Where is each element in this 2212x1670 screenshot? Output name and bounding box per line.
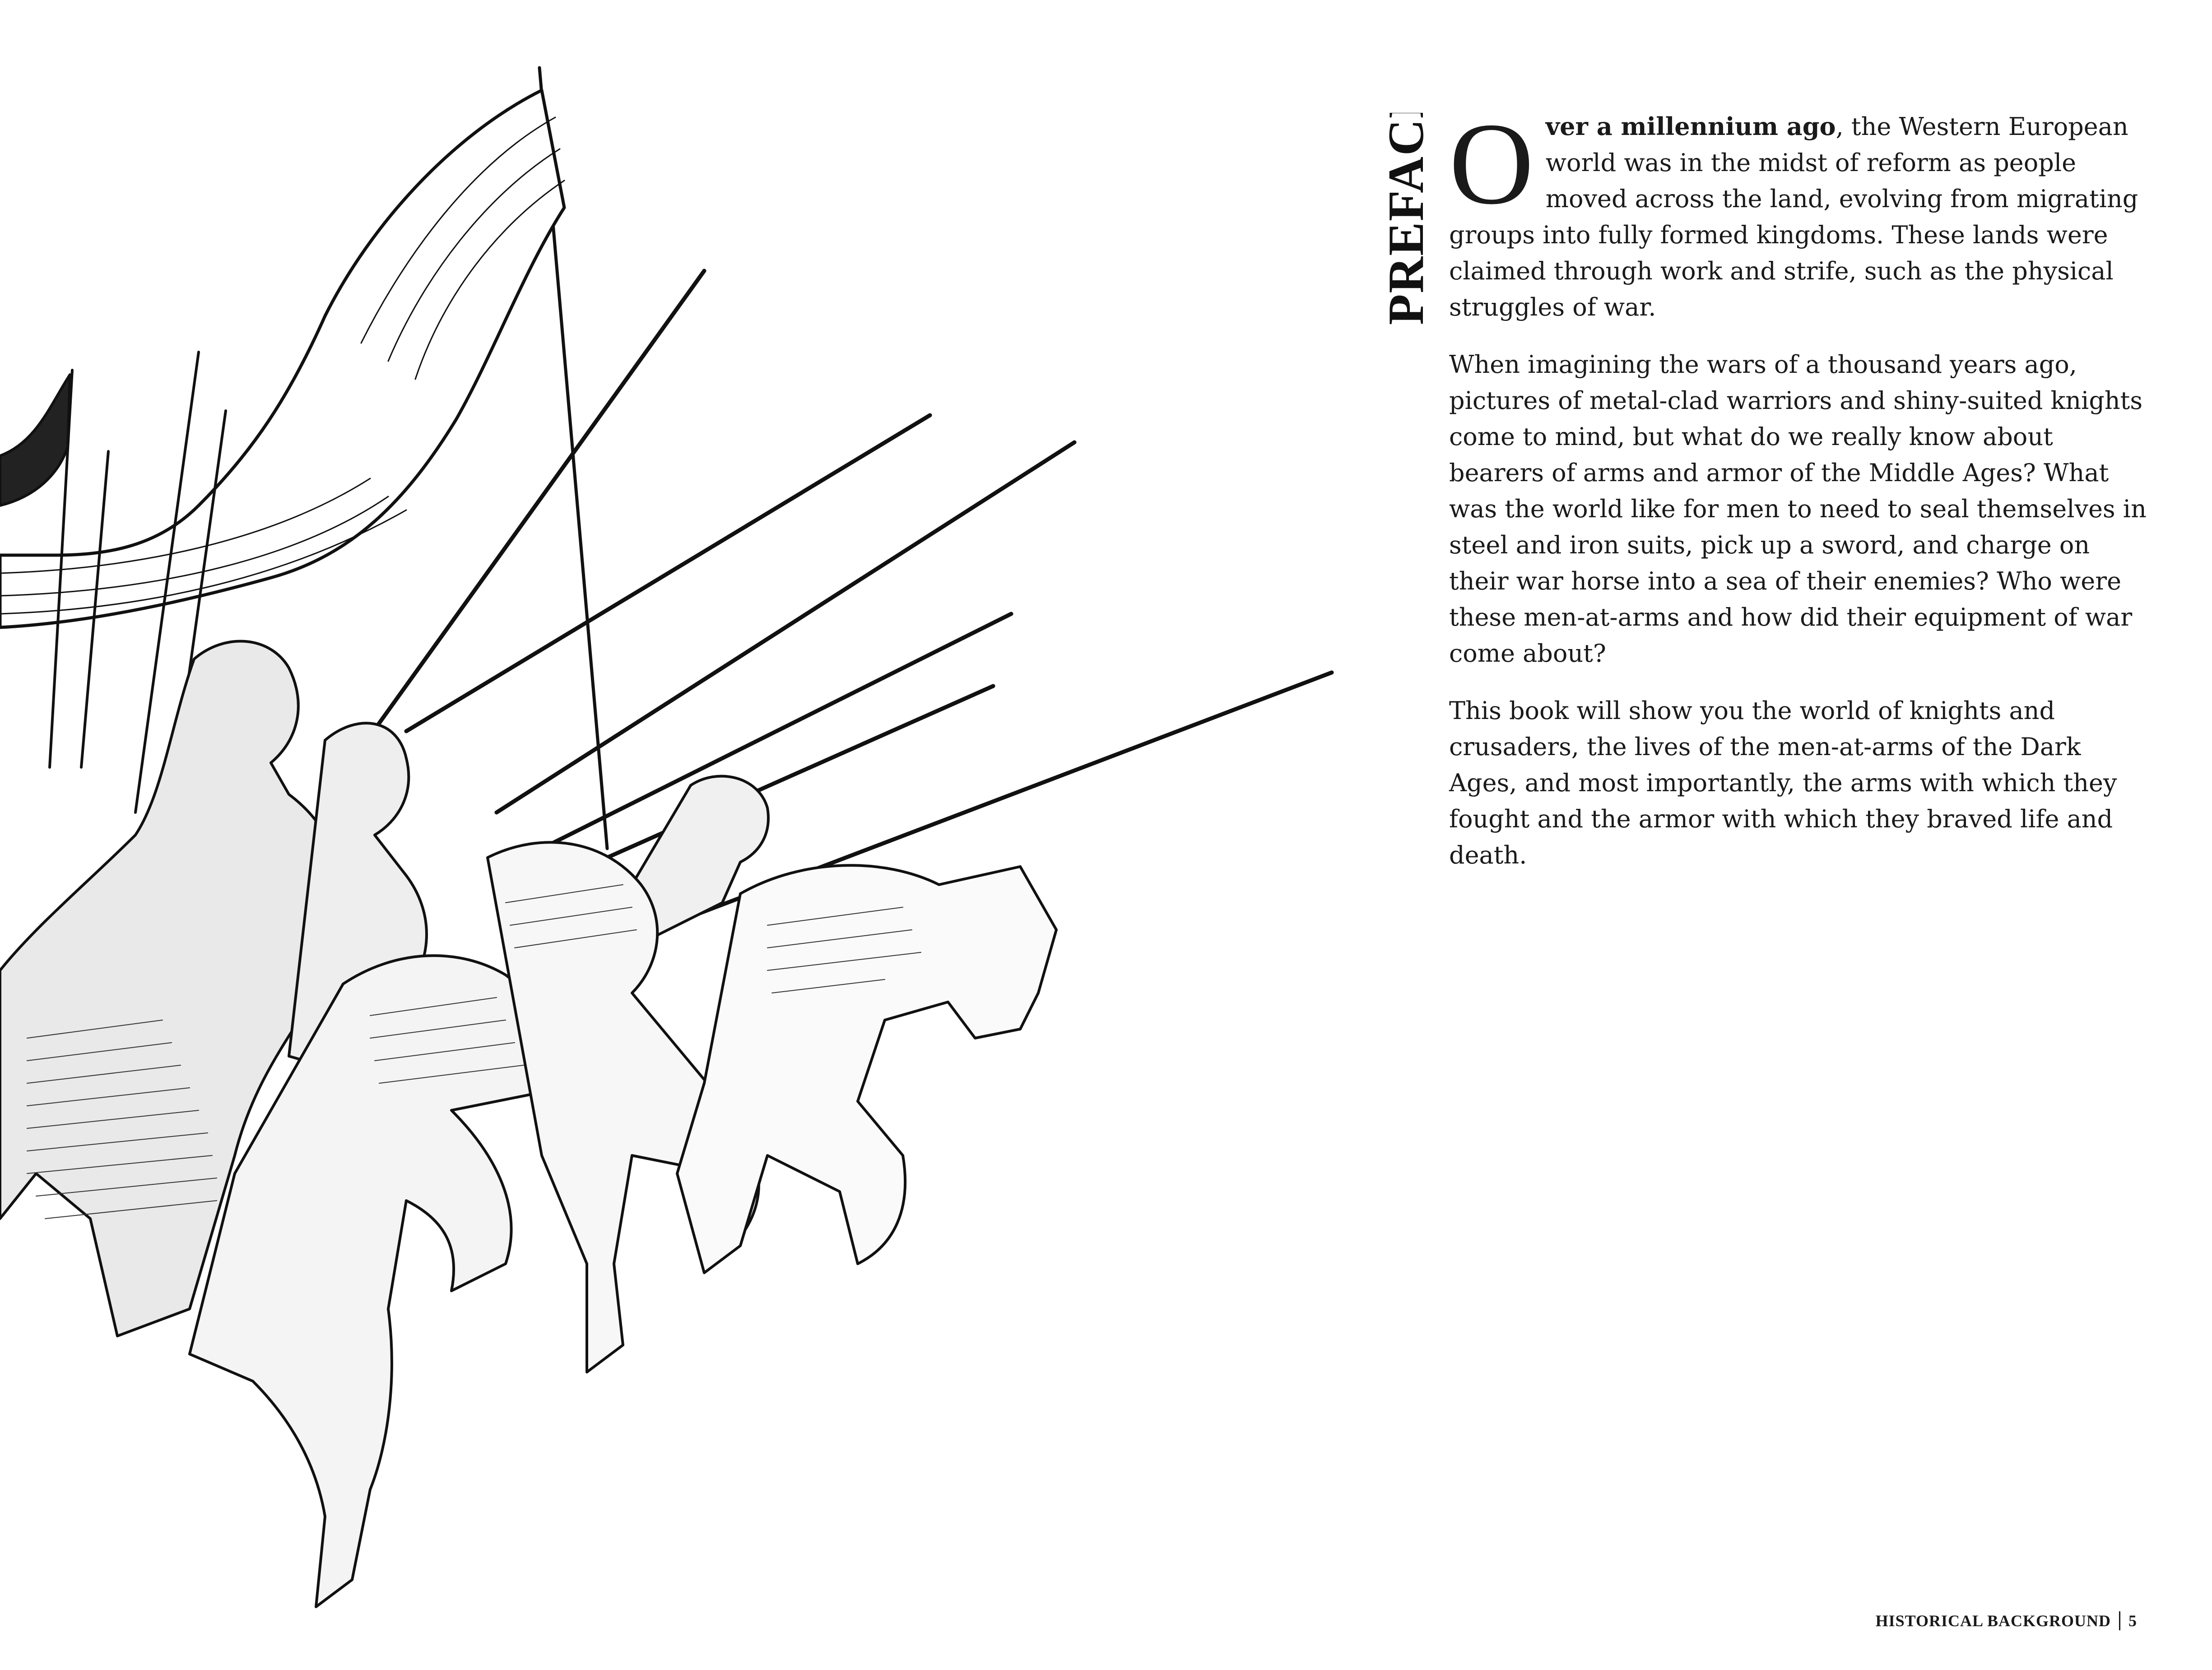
lead-in: ver a millennium ago: [1545, 112, 1836, 141]
running-footer: [1876, 1611, 2137, 1630]
banner: [0, 68, 607, 849]
drop-cap: O: [1449, 99, 1534, 229]
page-number: 5: [2128, 1612, 2137, 1630]
footer-section: HISTORICAL BACKGROUND: [1875, 1612, 2111, 1630]
footer-divider: [2119, 1611, 2120, 1630]
preface-body: [1449, 99, 2153, 895]
section-title-text: PREFACE: [1378, 113, 1434, 325]
paragraph-1: [1449, 99, 2153, 325]
paragraph-1-text: , the Western European world was in the midst of reform as people moved across the land, evolving from migrating groups into fully formed kingdoms. These lands were claimed through work and strife, such as the physical struggles of war.: [1449, 112, 2138, 321]
paragraph-3: This book will show you the world of knights and crusaders, the lives of the men-at-arms of the Dark Ages, and most importantly, the arms with which they fought and the armor with which they braved life and death.: [1449, 696, 2117, 869]
paragraph-2: When imagining the wars of a thousand years ago, pictures of metal-clad warriors and shiny-suited knights come to mind, but what do we really know about bearers of arms and armor of the Middle Ages? What was the world like for men to need to seal themselves in steel and iron suits, pick up a sword, and charge on their war horse into a sea of their enemies? Who were these men-at-arms and how did their equipment of war come about?: [1449, 350, 2147, 668]
section-title: [1377, 113, 1436, 329]
